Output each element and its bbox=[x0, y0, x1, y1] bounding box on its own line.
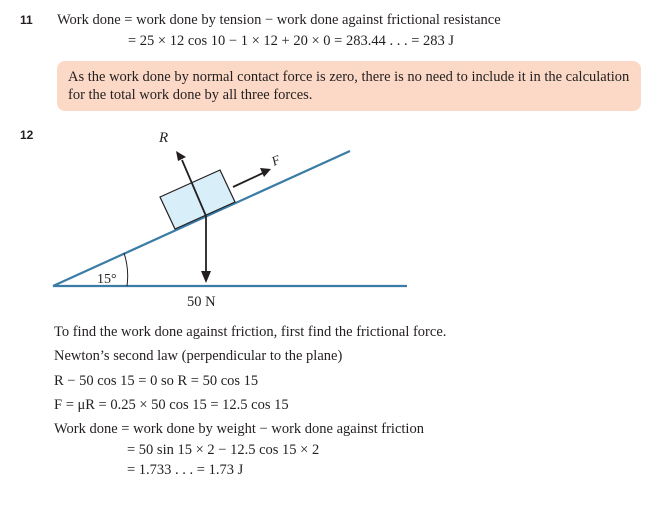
weight-label: 50 N bbox=[187, 294, 216, 310]
angle-label: 15° bbox=[97, 272, 117, 287]
q12-line-1: To find the work done against friction, first find the frictional force. bbox=[54, 324, 447, 340]
angle-arc bbox=[124, 253, 128, 286]
force-f-arrow bbox=[233, 173, 263, 187]
q12-line-3: R − 50 cos 15 = 0 so R = 50 cos 15 bbox=[54, 373, 259, 389]
label-f: F bbox=[269, 151, 283, 169]
normal-reaction-arrowhead bbox=[176, 151, 186, 161]
q11-note-text: As the work done by normal contact force is zero, there is no need to include it in the calculation for the total work done by all three forces. bbox=[68, 69, 630, 103]
incline-line bbox=[53, 151, 350, 286]
q12-line-2: Newton’s second law (perpendicular to the plane) bbox=[54, 348, 343, 364]
q12-line-5: Work done = work done by weight − work done against friction bbox=[54, 421, 424, 437]
q11-work-line-2: = 25 × 12 cos 10 − 1 × 12 + 20 × 0 = 283.44 . . . = 283 J bbox=[128, 33, 455, 49]
q12-line-7: = 1.733 . . . = 1.73 J bbox=[127, 462, 244, 478]
q12-line-4: F = μR = 0.25 × 50 cos 15 = 12.5 cos 15 bbox=[54, 397, 289, 413]
question-number-12: 12 bbox=[20, 128, 34, 142]
q11-work-line-1: Work done = work done by tension − work done against frictional resistance bbox=[57, 12, 501, 28]
weight-arrowhead bbox=[201, 271, 211, 283]
question-number-11: 11 bbox=[20, 13, 33, 27]
force-f-arrowhead bbox=[260, 168, 271, 177]
q12-line-6: = 50 sin 15 × 2 − 12.5 cos 15 × 2 bbox=[127, 442, 320, 458]
label-r: R bbox=[159, 130, 169, 146]
